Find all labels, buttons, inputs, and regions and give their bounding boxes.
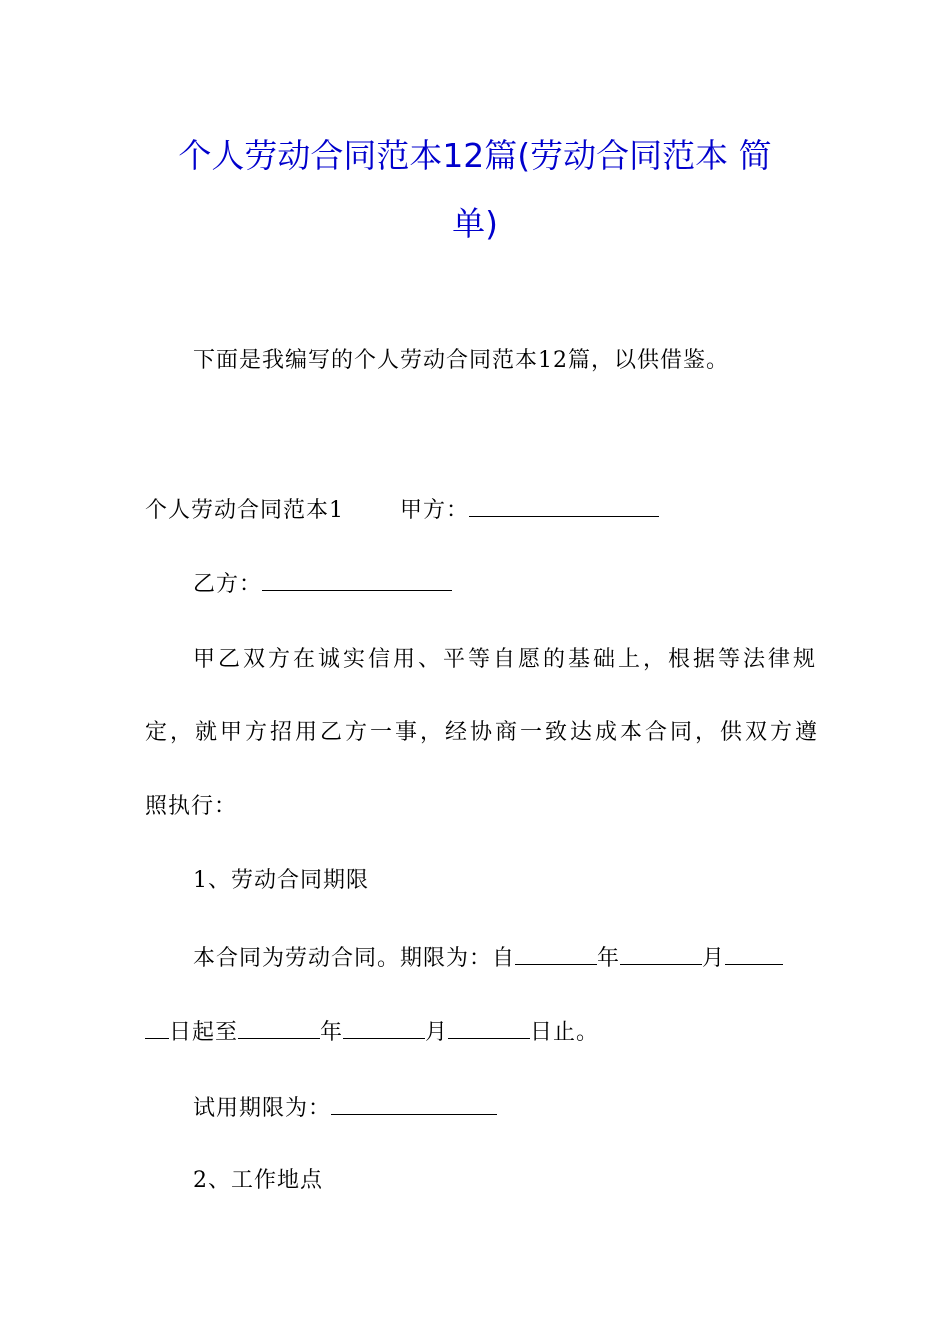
end-month-label: 月 <box>425 1020 449 1045</box>
section-1-title: 1、劳动合同期限 <box>193 868 369 893</box>
section-2-title: 2、工作地点 <box>193 1168 323 1193</box>
term-line-2 <box>145 1016 599 1048</box>
month-label: 月 <box>702 946 726 971</box>
party-b-line <box>193 568 452 600</box>
end-day-blank <box>448 1016 530 1039</box>
year-label: 年 <box>597 946 621 971</box>
probation-label: 试用期限为： <box>193 1096 332 1121</box>
year-blank <box>515 942 597 965</box>
paragraph-line: 甲乙双方在诚实信用、平等自愿的基础上，根据等法律规 <box>193 647 819 672</box>
end-month-blank <box>343 1016 425 1039</box>
day-from-label: 日起至 <box>169 1020 239 1045</box>
probation-blank <box>331 1092 497 1115</box>
day-blank <box>725 942 783 965</box>
probation-line <box>193 1092 497 1124</box>
party-a-blank <box>469 494 659 517</box>
sample-heading: 个人劳动合同范本1 <box>145 498 344 523</box>
party-b-blank <box>262 568 452 591</box>
document-title-line-2: 单) <box>452 204 498 243</box>
sample-heading-line <box>145 494 659 526</box>
paragraph-line: 照执行： <box>145 794 238 819</box>
term-line-1 <box>193 942 783 974</box>
paragraph-line: 定，就甲方招用乙方一事，经协商一致达成本合同，供双方遵 <box>145 720 821 745</box>
day-end-label: 日止。 <box>530 1020 600 1045</box>
day-blank-cont <box>145 1016 169 1039</box>
document-title-line-1: 个人劳动合同范本12篇(劳动合同范本 简 <box>178 136 772 175</box>
end-year-blank <box>238 1016 320 1039</box>
end-year-label: 年 <box>320 1020 344 1045</box>
party-b-label: 乙方： <box>193 572 263 597</box>
term-prefix: 本合同为劳动合同。期限为：自 <box>193 946 516 971</box>
month-blank <box>620 942 702 965</box>
party-a-label: 甲方： <box>400 498 470 523</box>
intro-paragraph: 下面是我编写的个人劳动合同范本12篇，以供借鉴。 <box>193 348 729 373</box>
